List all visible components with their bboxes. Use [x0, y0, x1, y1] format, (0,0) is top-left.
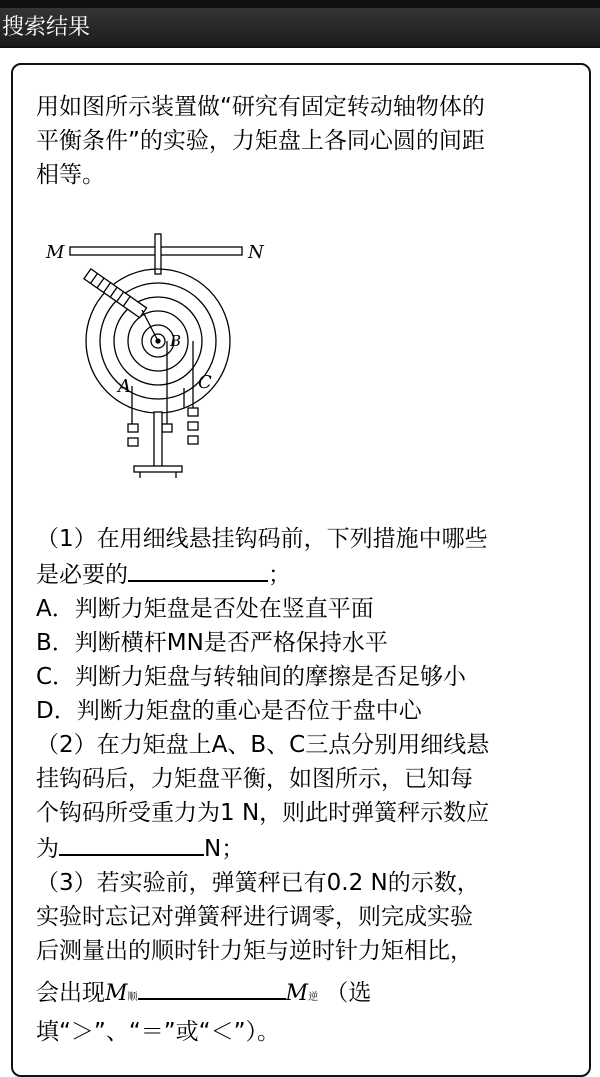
option-item: C．判断力矩盘与转轴间的摩擦是否足够小: [36, 664, 467, 690]
stem-line: 相等。: [36, 162, 105, 188]
hook-weight: [188, 408, 198, 416]
part3-line: （3）若实验前，弹簧秤已有0.2 N的示数，: [36, 870, 480, 896]
answer-blank: [138, 974, 286, 1000]
label-c: C: [198, 372, 212, 393]
vertical-post: [155, 234, 161, 274]
hook-weight: [128, 438, 138, 446]
part3-line: 实验时忘记对弹簧秤进行调零，则完成实验: [36, 904, 473, 930]
option-item: A．判断力矩盘是否处在竖直平面: [36, 596, 374, 622]
part2-line: （2）在力矩盘上A、B、C三点分别用细线悬: [36, 732, 490, 758]
option-item: D．判断力矩盘的重心是否位于盘中心: [36, 698, 422, 724]
label-a: A: [118, 376, 131, 397]
part2-line: 个钩码所受重力为1 N，则此时弹簧秤示数应: [36, 800, 490, 826]
hook-weight: [188, 436, 198, 444]
part2-line: 挂钩码后，力矩盘平衡，如图所示，已知每: [36, 766, 473, 792]
hook-weight: [128, 424, 138, 432]
stand-pillar: [154, 412, 162, 468]
status-strip: [0, 0, 600, 8]
question-stem: [36, 90, 566, 192]
label-n: N: [248, 242, 264, 263]
answer-blank: [128, 556, 268, 582]
part1-line: （1）在用细线悬挂钩码前，下列措施中哪些: [36, 526, 488, 552]
stem-line: 用如图所示装置做“研究有固定转动轴物体的: [36, 94, 485, 120]
m-clockwise-symbol: M顺: [105, 981, 138, 1006]
part2-line: 为 N；: [36, 830, 566, 866]
part1-line: 是必要的 ；: [36, 556, 566, 592]
m-counterclockwise-symbol: M逆: [285, 981, 319, 1006]
label-b: B: [170, 332, 182, 350]
option-item: B．判断横杆MN是否严格保持水平: [36, 630, 388, 656]
title-bar: [0, 0, 600, 48]
hook-weight: [188, 422, 198, 430]
hook-weight: [162, 424, 172, 432]
label-m: M: [46, 242, 65, 263]
stem-line: 平衡条件”的实验，力矩盘上各同心圆的间距: [36, 128, 485, 154]
stand-base: [134, 466, 182, 472]
part3-line: 会出现M顺 M逆 （选: [36, 974, 566, 1015]
page-title: 搜索结果: [2, 15, 91, 40]
answer-blank: [59, 830, 204, 856]
torque-disc-figure: [36, 228, 276, 488]
question-parts: [36, 522, 566, 1049]
part3-line: 填“＞”、“＝”或“＜”）。: [36, 1019, 280, 1045]
part3-line: 后测量出的顺时针力矩与逆时针力矩相比，: [36, 938, 473, 964]
